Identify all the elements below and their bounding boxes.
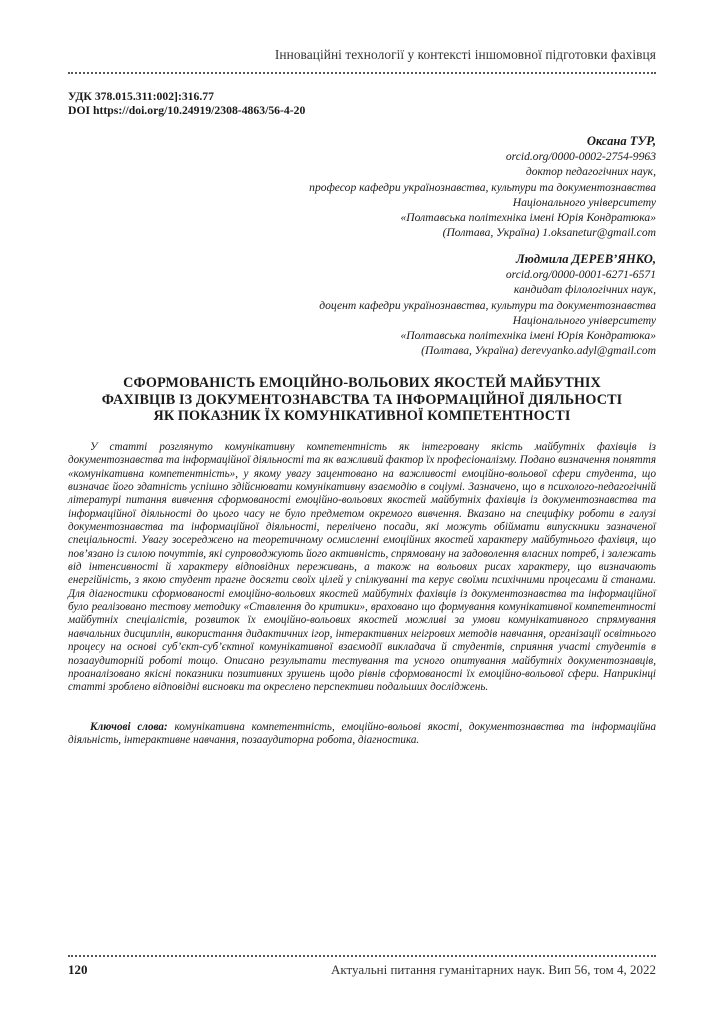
header-divider xyxy=(68,72,656,74)
author-block-2 xyxy=(319,252,656,358)
author-university: Національного університету xyxy=(512,195,656,209)
title-line: ЯК ПОКАЗНИК ЇХ КОМУНІКАТИВНОЇ КОМПЕТЕНТНОСТІ xyxy=(153,408,571,425)
keywords xyxy=(68,721,656,748)
author-orcid[interactable]: orcid.org/0000-0002-2754-9963 xyxy=(505,150,656,164)
author-location-email[interactable]: (Полтава, Україна) derevyanko.adyl@gmail.com xyxy=(421,344,656,358)
author-degree: доктор педагогічних наук, xyxy=(525,165,656,179)
journal-info: Актуальні питання гуманітарних наук. Вип 56, том 4, 2022 xyxy=(330,962,656,977)
identifiers xyxy=(68,90,305,118)
author-name: Людмила ДЕРЕВ’ЯНКО, xyxy=(516,252,656,266)
doi-link[interactable]: DOI https://doi.org/10.24919/2308-4863/56-4-20 xyxy=(68,104,306,117)
keywords-label: Ключові слова: xyxy=(90,721,168,733)
author-block-1 xyxy=(309,134,656,240)
author-university: Національного університету xyxy=(512,313,656,327)
udc-code: УДК 378.015.311:002]:316.77 xyxy=(68,90,214,103)
author-university-name: «Полтавська політехніка імені Юрія Кондратюка» xyxy=(400,329,656,343)
title-line: СФОРМОВАНІСТЬ ЕМОЦІЙНО-ВОЛЬОВИХ ЯКОСТЕЙ МАЙБУТНІХ xyxy=(123,375,601,391)
page-number: 120 xyxy=(68,962,88,977)
author-orcid[interactable]: orcid.org/0000-0001-6271-6571 xyxy=(505,268,656,282)
author-location-email[interactable]: (Полтава, Україна) 1.oksanetur@gmail.com xyxy=(442,226,656,240)
author-position: доцент кафедри українознавства, культури та документознавства xyxy=(319,298,656,312)
keywords-list: комунікативна компетентність, емоційно-вольові якості, документознавства та інформаційна діяльність, інтерактивне навчання, позааудиторна робота, діагностика. xyxy=(68,721,657,747)
title-line: ФАХІВЦІВ ІЗ ДОКУМЕНТОЗНАВСТВА ТА ІНФОРМАЦІЙНОЇ ДІЯЛЬНОСТІ xyxy=(101,391,623,408)
author-university-name: «Полтавська політехніка імені Юрія Кондратюка» xyxy=(400,211,656,225)
author-degree: кандидат філологічних наук, xyxy=(513,283,656,297)
author-name: Оксана ТУР, xyxy=(586,134,656,148)
abstract: У статті розглянуто комунікативну компетентність як інтегровану якість майбутніх фахівців із документознавства та інформаційної діяльності та як важливий фактор їх професіоналізму. Подано визначення поняття «комунікативна компетентність», у якому увагу зацентовано на важливості емоційно-вольової сфери студента, що визначає його здатність успішно здійснювати комунікативну взаємодію в соціумі. Зазначено, що в психолого-педагогічній літературі питання вивчення сформованості емоційно-вольових якостей майбутніх фахівців із документознавства та інформаційної діяльності до цього часу не було предметом окремого вивчення. Вказано на специфіку роботи в галузі документознавства та інформаційної діяльності, перелічено посади, які можуть обіймати випускники зазначеної спеціальності. Увагу зосереджено на теоретичному осмисленні емоційних якостей характеру майбутнього фахівця, що пов’язано із силою почуттів, які супроводжують його активність, спрямовану на задоволення власних потреб, і залежать від інтенсивності й характеру відповідних переживань, а також на вольових рисах характеру, що визначають енергійність, з якою студент прагне досягти своїх цілей у спілкуванні та керує своїми психічними процесами й станами. Для діагностики сформованості емоційно-вольових якостей майбутніх фахівців із документознавства та інформаційної було реалізовано тестову методику «Ставлення до критики», враховано що формування комунікативної компетентності майбутніх спеціалістів, розвиток їх емоційно-вольових якостей можливі за умови комунікативного спрямування навчальних дисциплін, використання дидактичних ігор, інтерактивних неігрових методів навчання, організації освітнього процесу на основі суб’єкт-суб’єктної комунікативної взаємодії викладача й студентів, сприяння участі студентів в позааудиторній роботі тощо. Описано результати тестування та усного опитування майбутніх документознавців, проаналізовано якісні показники позитивних зрушень щодо рівнів сформованості їх емоційно-вольової сфери. Наприкінці статті зроблено відповідні висновки та окреслено перспективи подальших досліджень. xyxy=(68,441,656,694)
running-head: Інноваційні технології у контексті іншомовної підготовки фахівця xyxy=(274,47,656,62)
article-title xyxy=(68,375,656,425)
footer-divider xyxy=(68,955,656,957)
author-position: професор кафедри українознавства, культури та документознавства xyxy=(309,180,656,194)
